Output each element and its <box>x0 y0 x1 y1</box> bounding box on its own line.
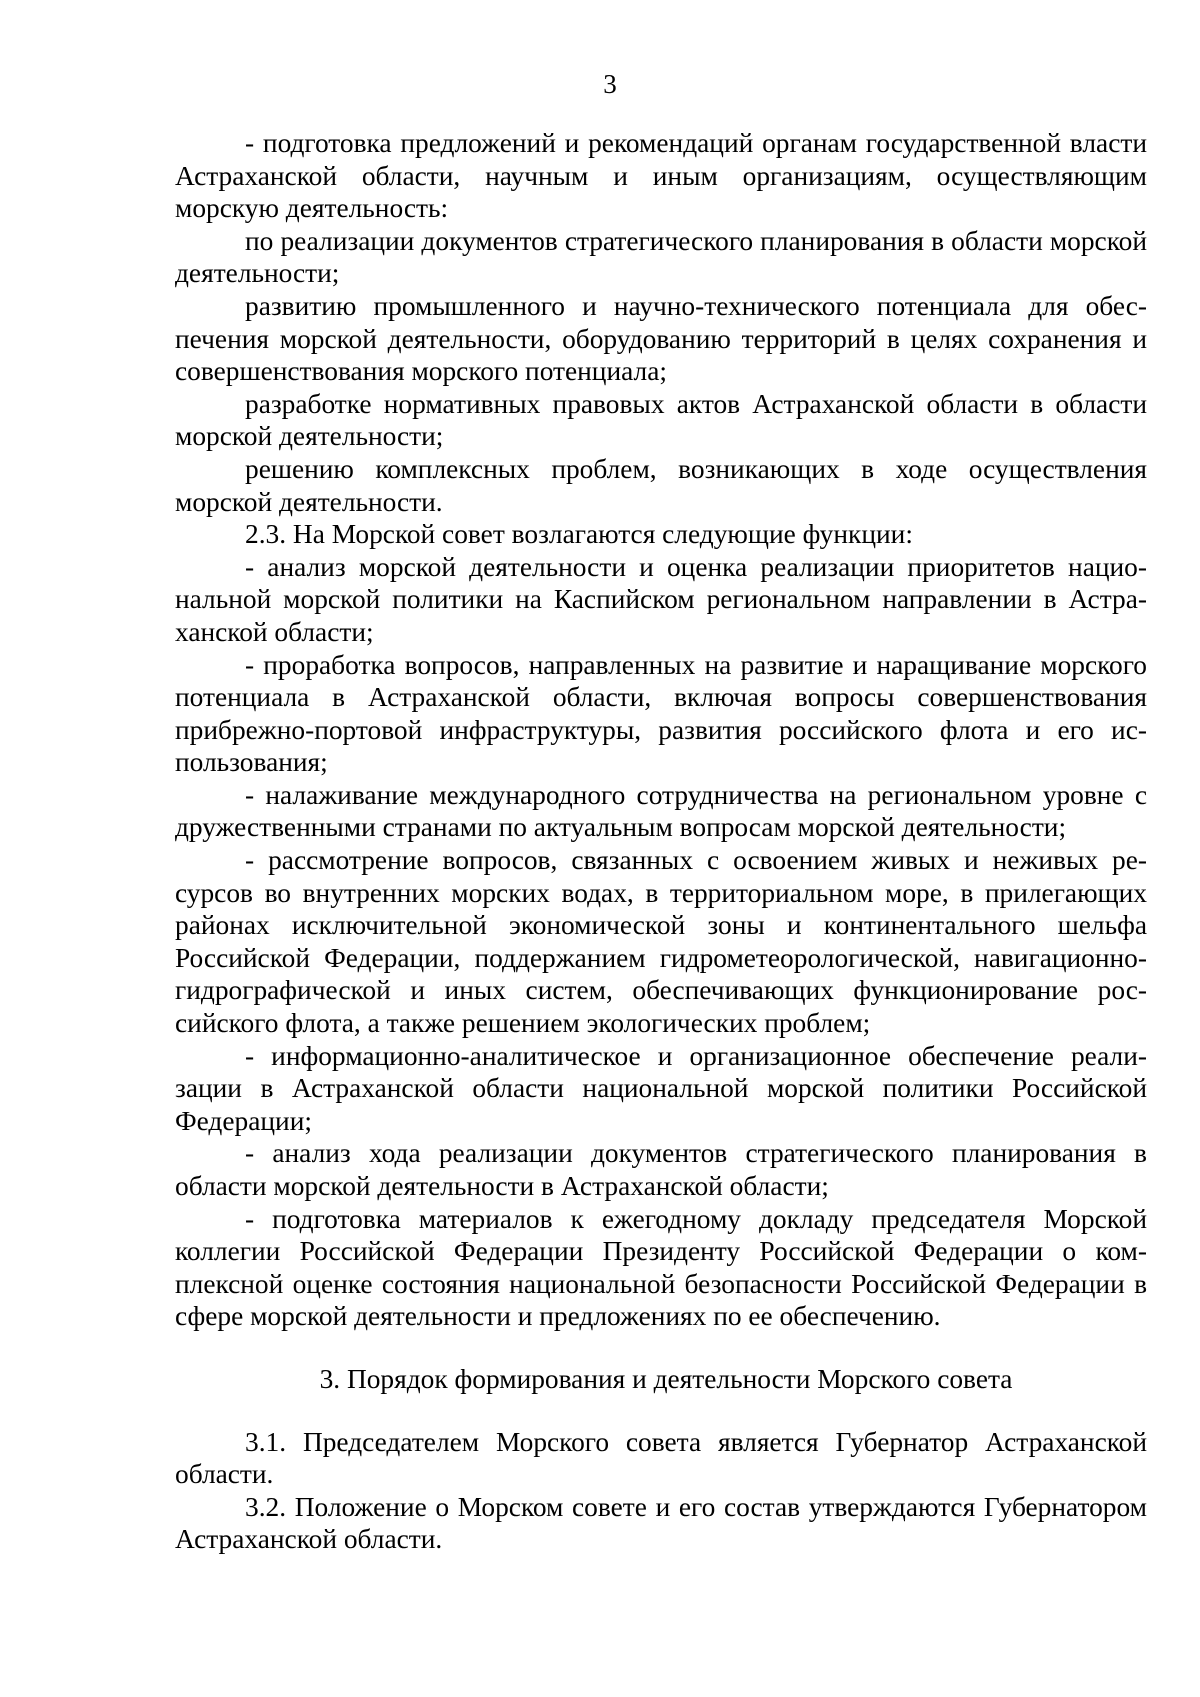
paragraph-clause-3-2: 3.2. Положение о Морском совете и его состав утверждаются Губернатором Астраханской области. <box>175 1491 1147 1555</box>
paragraph-proposals-preparation: - подготовка предложений и рекомендаций органам государственной власти Астраханской области, научным и иным организациям, осуществляющим морскую деятельность: <box>175 128 1147 224</box>
page-number: 3 <box>603 69 617 99</box>
paragraph-industrial-potential: развитию промышленного и научно-технического потенциала для обеспечения морской деятельности, оборудованию территорий в целях сохранения и совершенствования морского потенциала; <box>175 290 1147 387</box>
paragraph-information-support: - информационно-аналитическое и организационное обеспечение реализации в Астраханской области национальной морской политики Российской Федерации; <box>175 1040 1147 1136</box>
paragraph-development-potential: - проработка вопросов, направленных на развитие и наращивание морского потенциала в Астраханской области, включая вопросы совершенствования прибрежно-портовой инфраструктуры, развития российского флота и его использования; <box>175 649 1147 778</box>
paragraph-clause-3-1: 3.1. Председателем Морского совета является Губернатор Астраханской области. <box>175 1426 1147 1490</box>
paragraph-strategic-planning: по реализации документов стратегического планирования в области морской деятельности; <box>175 225 1147 289</box>
document-body <box>175 127 1147 1556</box>
section-heading: 3. Порядок формирования и деятельности Морского совета <box>319 1363 1013 1394</box>
paragraph-annual-report: - подготовка материалов к ежегодному докладу председателя Морской коллегии Российской Федерации Президенту Российской Федерации о комплексной оценке состояния национальной безопасности Российской Федерации в сфере морской деятельности и предложениях по ее обеспечению. <box>175 1203 1147 1332</box>
paragraph-clause-2-3: 2.3. На Морской совет возлагаются следующие функции: <box>245 519 913 550</box>
paragraph-analysis-maritime-activity: - анализ морской деятельности и оценка реализации приоритетов национальной морской политики на Каспийском региональном направлении в Астраханской области; <box>175 551 1147 647</box>
paragraph-resources-consideration: - рассмотрение вопросов, связанных с освоением живых и неживых ресурсов во внутренних морских водах, в территориальном море, в прилегающих районах исключительной экономической зоны и континентального шельфа Российской Федерации, поддержанием гидрометеорологической, навигационно-гидрографической и иных систем, обеспечивающих функционирование российского флота, а также решением экологических проблем; <box>175 845 1147 1039</box>
paragraph-international-cooperation: - налаживание международного сотрудничества на региональном уровне с дружественными странами по актуальным вопросам морской деятельности; <box>175 779 1147 843</box>
paragraph-complex-problems: решению комплексных проблем, возникающих в ходе осуществления морской деятельности. <box>175 453 1147 517</box>
paragraph-normative-acts: разработке нормативных правовых актов Астраханской области в области морской деятельности; <box>175 388 1147 452</box>
paragraph-implementation-analysis: - анализ хода реализации документов стратегического планирования в области морской деятельности в Астраханской области; <box>175 1138 1147 1201</box>
